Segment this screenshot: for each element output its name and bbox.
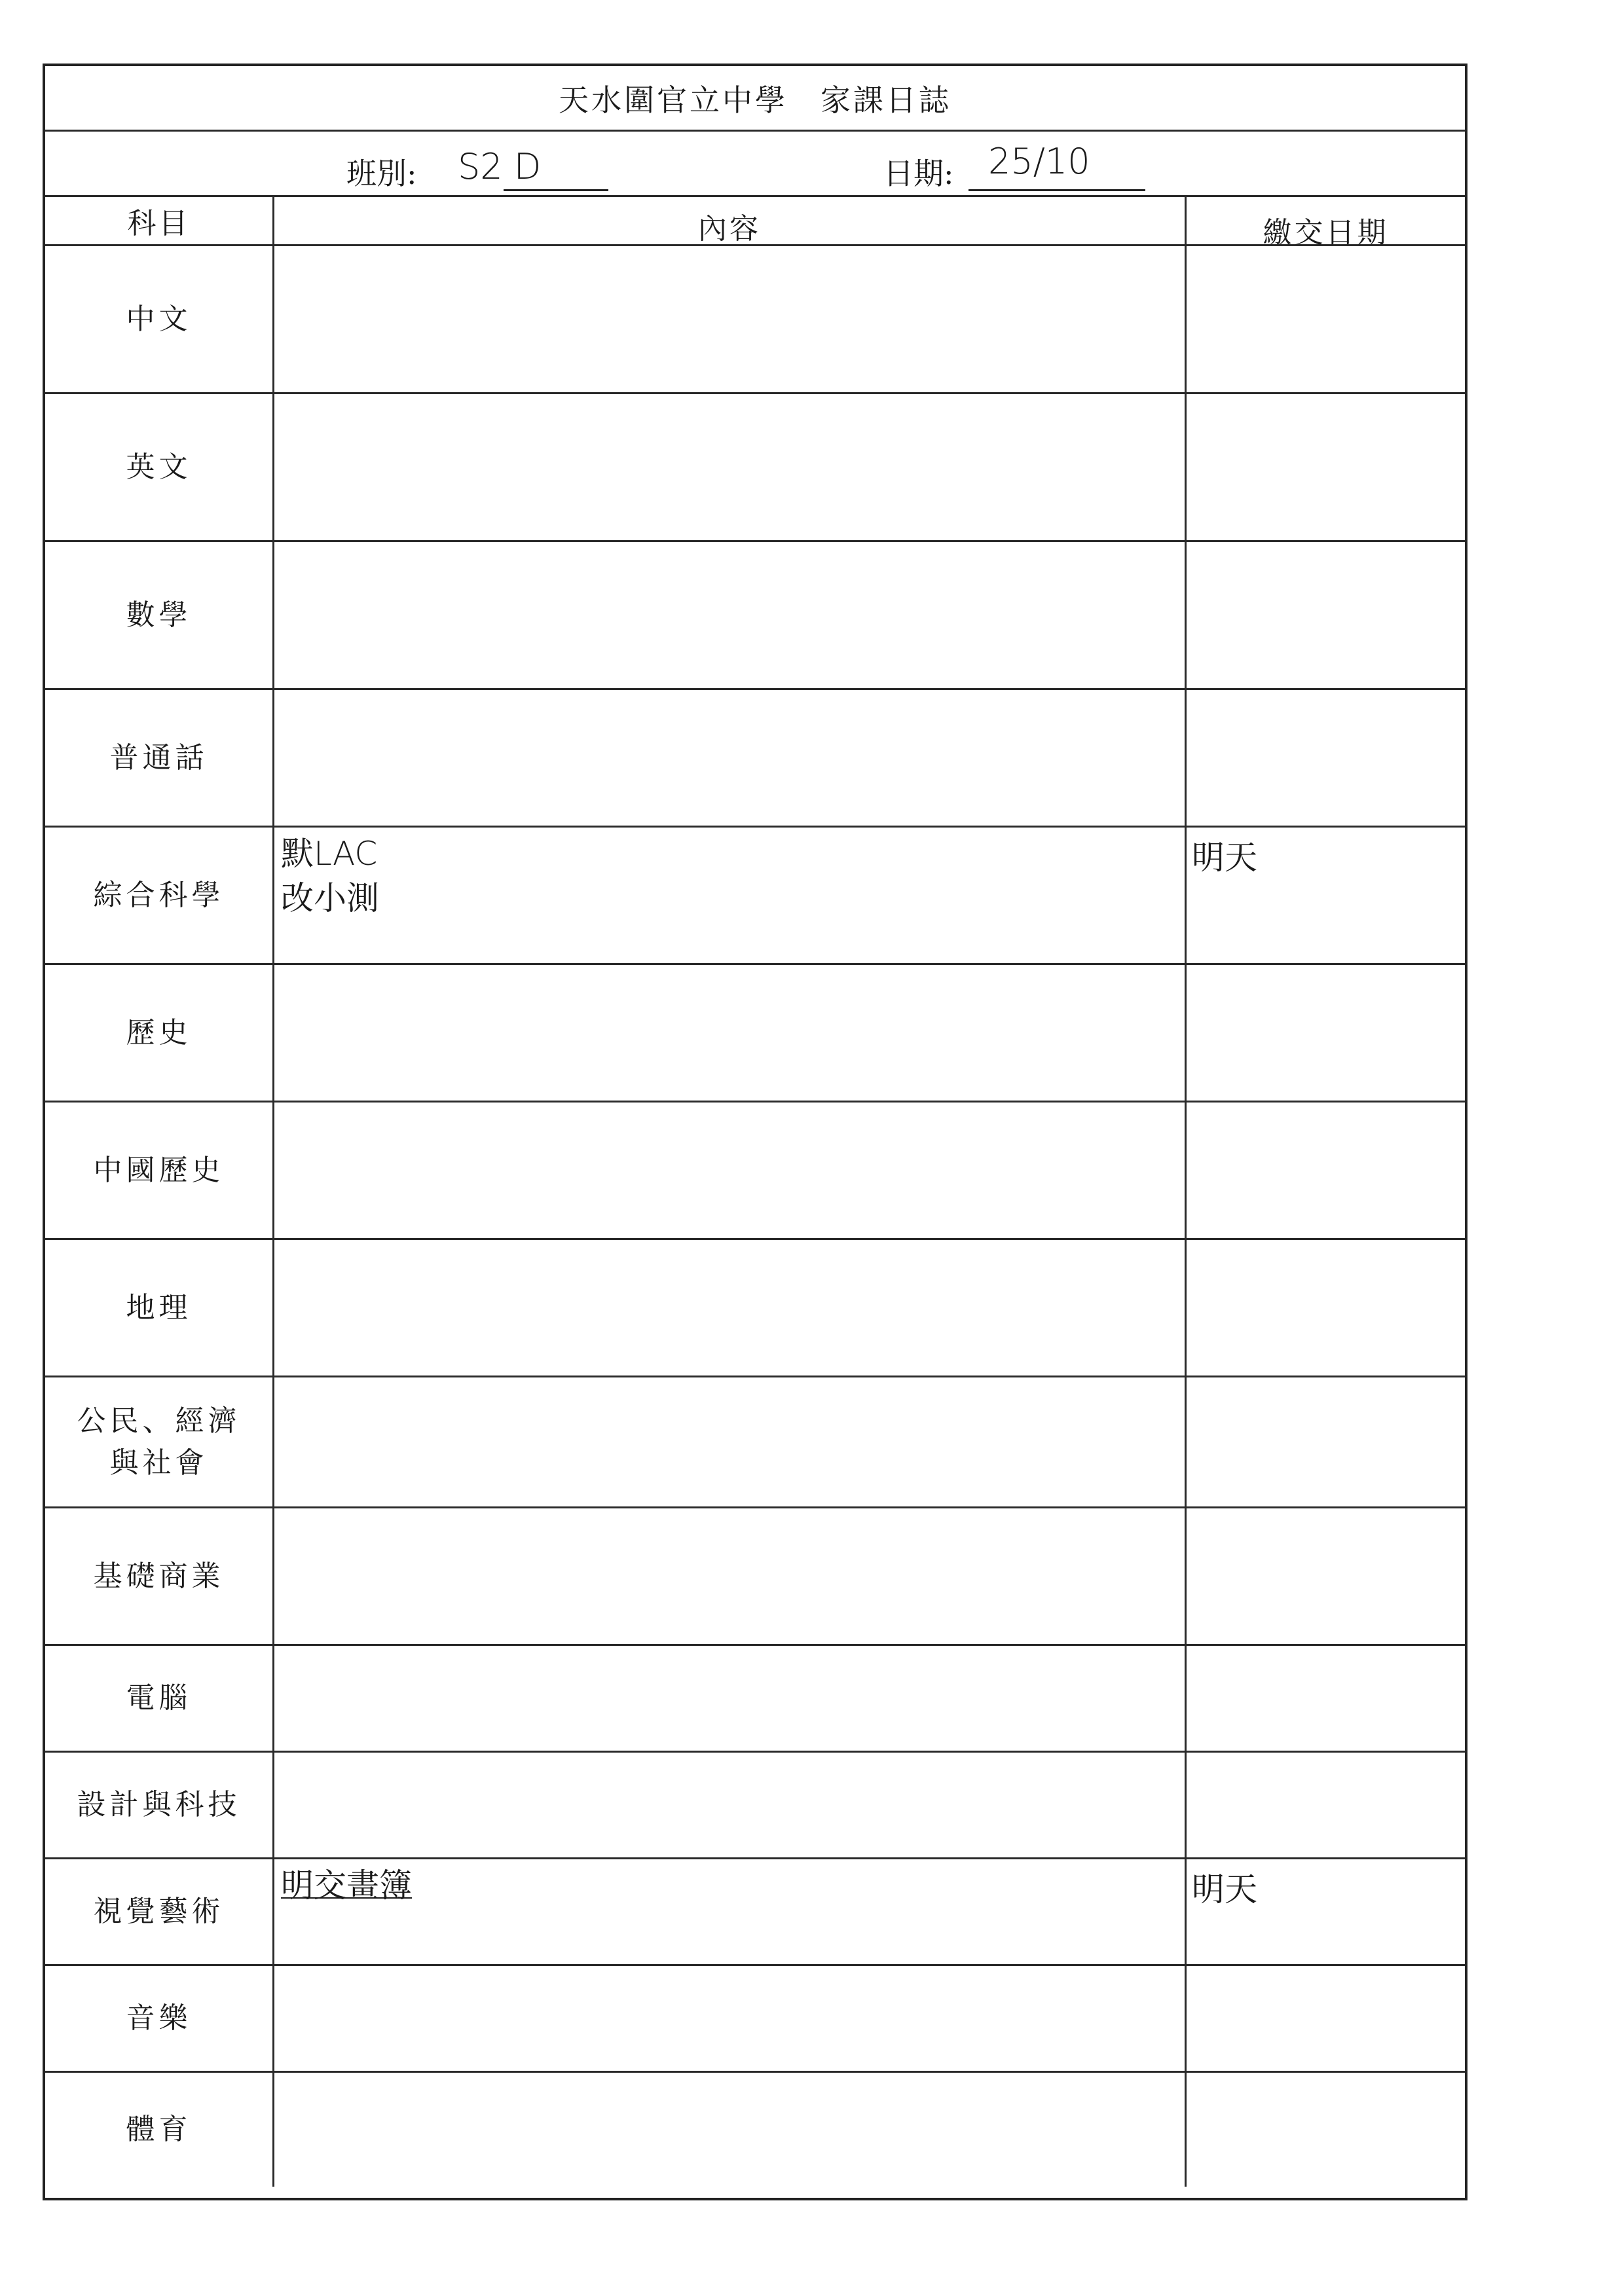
- subject-cell: [45, 965, 274, 1101]
- form-title: 天水圍官立中學 家課日誌: [559, 82, 951, 118]
- due-date-text: 明天: [1192, 839, 1257, 877]
- content-text: 明交畫簿: [281, 1867, 412, 1904]
- date-underline: [969, 189, 1145, 191]
- table-row: [45, 246, 1465, 394]
- info-row: [45, 132, 1465, 197]
- due-date-cell: [1187, 1102, 1465, 1238]
- class-label: 班別:: [346, 156, 417, 191]
- subject-cell: [45, 2073, 274, 2187]
- subject-label: 設計與科技: [77, 1788, 241, 1821]
- due-date-cell: [1187, 1240, 1465, 1376]
- content-cell: [274, 1377, 1187, 1506]
- content-cell: [274, 542, 1187, 688]
- content-cell: [274, 828, 1187, 963]
- subject-label: 地理: [126, 1290, 192, 1324]
- table-header-row: [45, 197, 1465, 249]
- content-cell: [274, 394, 1187, 540]
- content-cell: [274, 690, 1187, 826]
- table-row: [45, 828, 1465, 965]
- due-date-cell: [1187, 1966, 1465, 2071]
- subject-cell: [45, 1966, 274, 2071]
- subject-cell: [45, 1753, 274, 1857]
- content-cell: [274, 1102, 1187, 1238]
- due-date-text: 明天: [1192, 1870, 1257, 1908]
- header-content: 內容: [274, 197, 1187, 244]
- table-row: [45, 1102, 1465, 1240]
- class-value: S2 D: [458, 146, 542, 187]
- due-date-cell: [1187, 394, 1465, 540]
- table-row: [45, 2073, 1465, 2187]
- subject-label: 綜合科學: [93, 878, 225, 912]
- due-date-cell: [1187, 246, 1465, 392]
- due-date-cell: [1187, 1753, 1465, 1857]
- table-row: [45, 965, 1465, 1102]
- due-date-cell: [1187, 1859, 1465, 1964]
- due-date-cell: [1187, 542, 1465, 688]
- header-subject: 科目: [45, 197, 274, 244]
- subject-cell: [45, 542, 274, 688]
- homework-diary-form: [43, 64, 1467, 2200]
- table-row: [45, 690, 1465, 828]
- due-date-cell: [1187, 1508, 1465, 1644]
- subject-cell: [45, 1859, 274, 1964]
- content-cell: [274, 1646, 1187, 1751]
- table-row: [45, 1240, 1465, 1377]
- content-cell: [274, 1508, 1187, 1644]
- date-value: 25/10: [988, 141, 1090, 182]
- table-row: [45, 394, 1465, 542]
- due-date-cell: [1187, 965, 1465, 1101]
- due-date-cell: [1187, 828, 1465, 963]
- content-cell: [274, 1859, 1187, 1964]
- due-date-cell: [1187, 690, 1465, 826]
- table-row: [45, 1966, 1465, 2073]
- subject-label: 普通話: [109, 740, 208, 774]
- subject-label: 視覺藝術: [93, 1895, 225, 1928]
- table-row: [45, 1646, 1465, 1753]
- subject-label: 基礎商業: [93, 1559, 225, 1593]
- subject-cell: [45, 394, 274, 540]
- subject-label: 中文: [126, 302, 192, 336]
- subject-cell: [45, 1102, 274, 1238]
- table-row: [45, 1508, 1465, 1646]
- subject-label: 中國歷史: [93, 1153, 225, 1187]
- subject-cell: [45, 1508, 274, 1644]
- due-date-cell: [1187, 2073, 1465, 2187]
- subject-label: 公民、經濟 與社會: [77, 1404, 241, 1480]
- subject-cell: [45, 246, 274, 392]
- content-text: 默LAC 改小測: [281, 835, 379, 917]
- table-row: [45, 542, 1465, 690]
- date-label: 日期:: [883, 156, 954, 191]
- subject-cell: [45, 1240, 274, 1376]
- content-cell: [274, 246, 1187, 392]
- table-row: [45, 1377, 1465, 1508]
- subject-label: 英文: [126, 450, 192, 484]
- subject-label: 數學: [126, 598, 192, 632]
- class-underline: [504, 189, 608, 191]
- due-date-cell: [1187, 1646, 1465, 1751]
- header-due-date: 繳交日期: [1263, 216, 1389, 249]
- subject-cell: [45, 1377, 274, 1506]
- subject-cell: [45, 1646, 274, 1751]
- subject-cell: [45, 828, 274, 963]
- table-row: [45, 1753, 1465, 1859]
- subject-label: 體育: [126, 2113, 192, 2146]
- subject-label: 歷史: [126, 1015, 192, 1049]
- subject-label: 音樂: [126, 2001, 192, 2035]
- content-cell: [274, 1966, 1187, 2071]
- subject-cell: [45, 690, 274, 826]
- content-cell: [274, 1753, 1187, 1857]
- due-date-cell: [1187, 1377, 1465, 1506]
- subject-label: 電腦: [126, 1681, 192, 1715]
- title-row: [45, 66, 1465, 132]
- content-cell: [274, 965, 1187, 1101]
- content-cell: [274, 2073, 1187, 2187]
- content-cell: [274, 1240, 1187, 1376]
- table-row: [45, 1859, 1465, 1966]
